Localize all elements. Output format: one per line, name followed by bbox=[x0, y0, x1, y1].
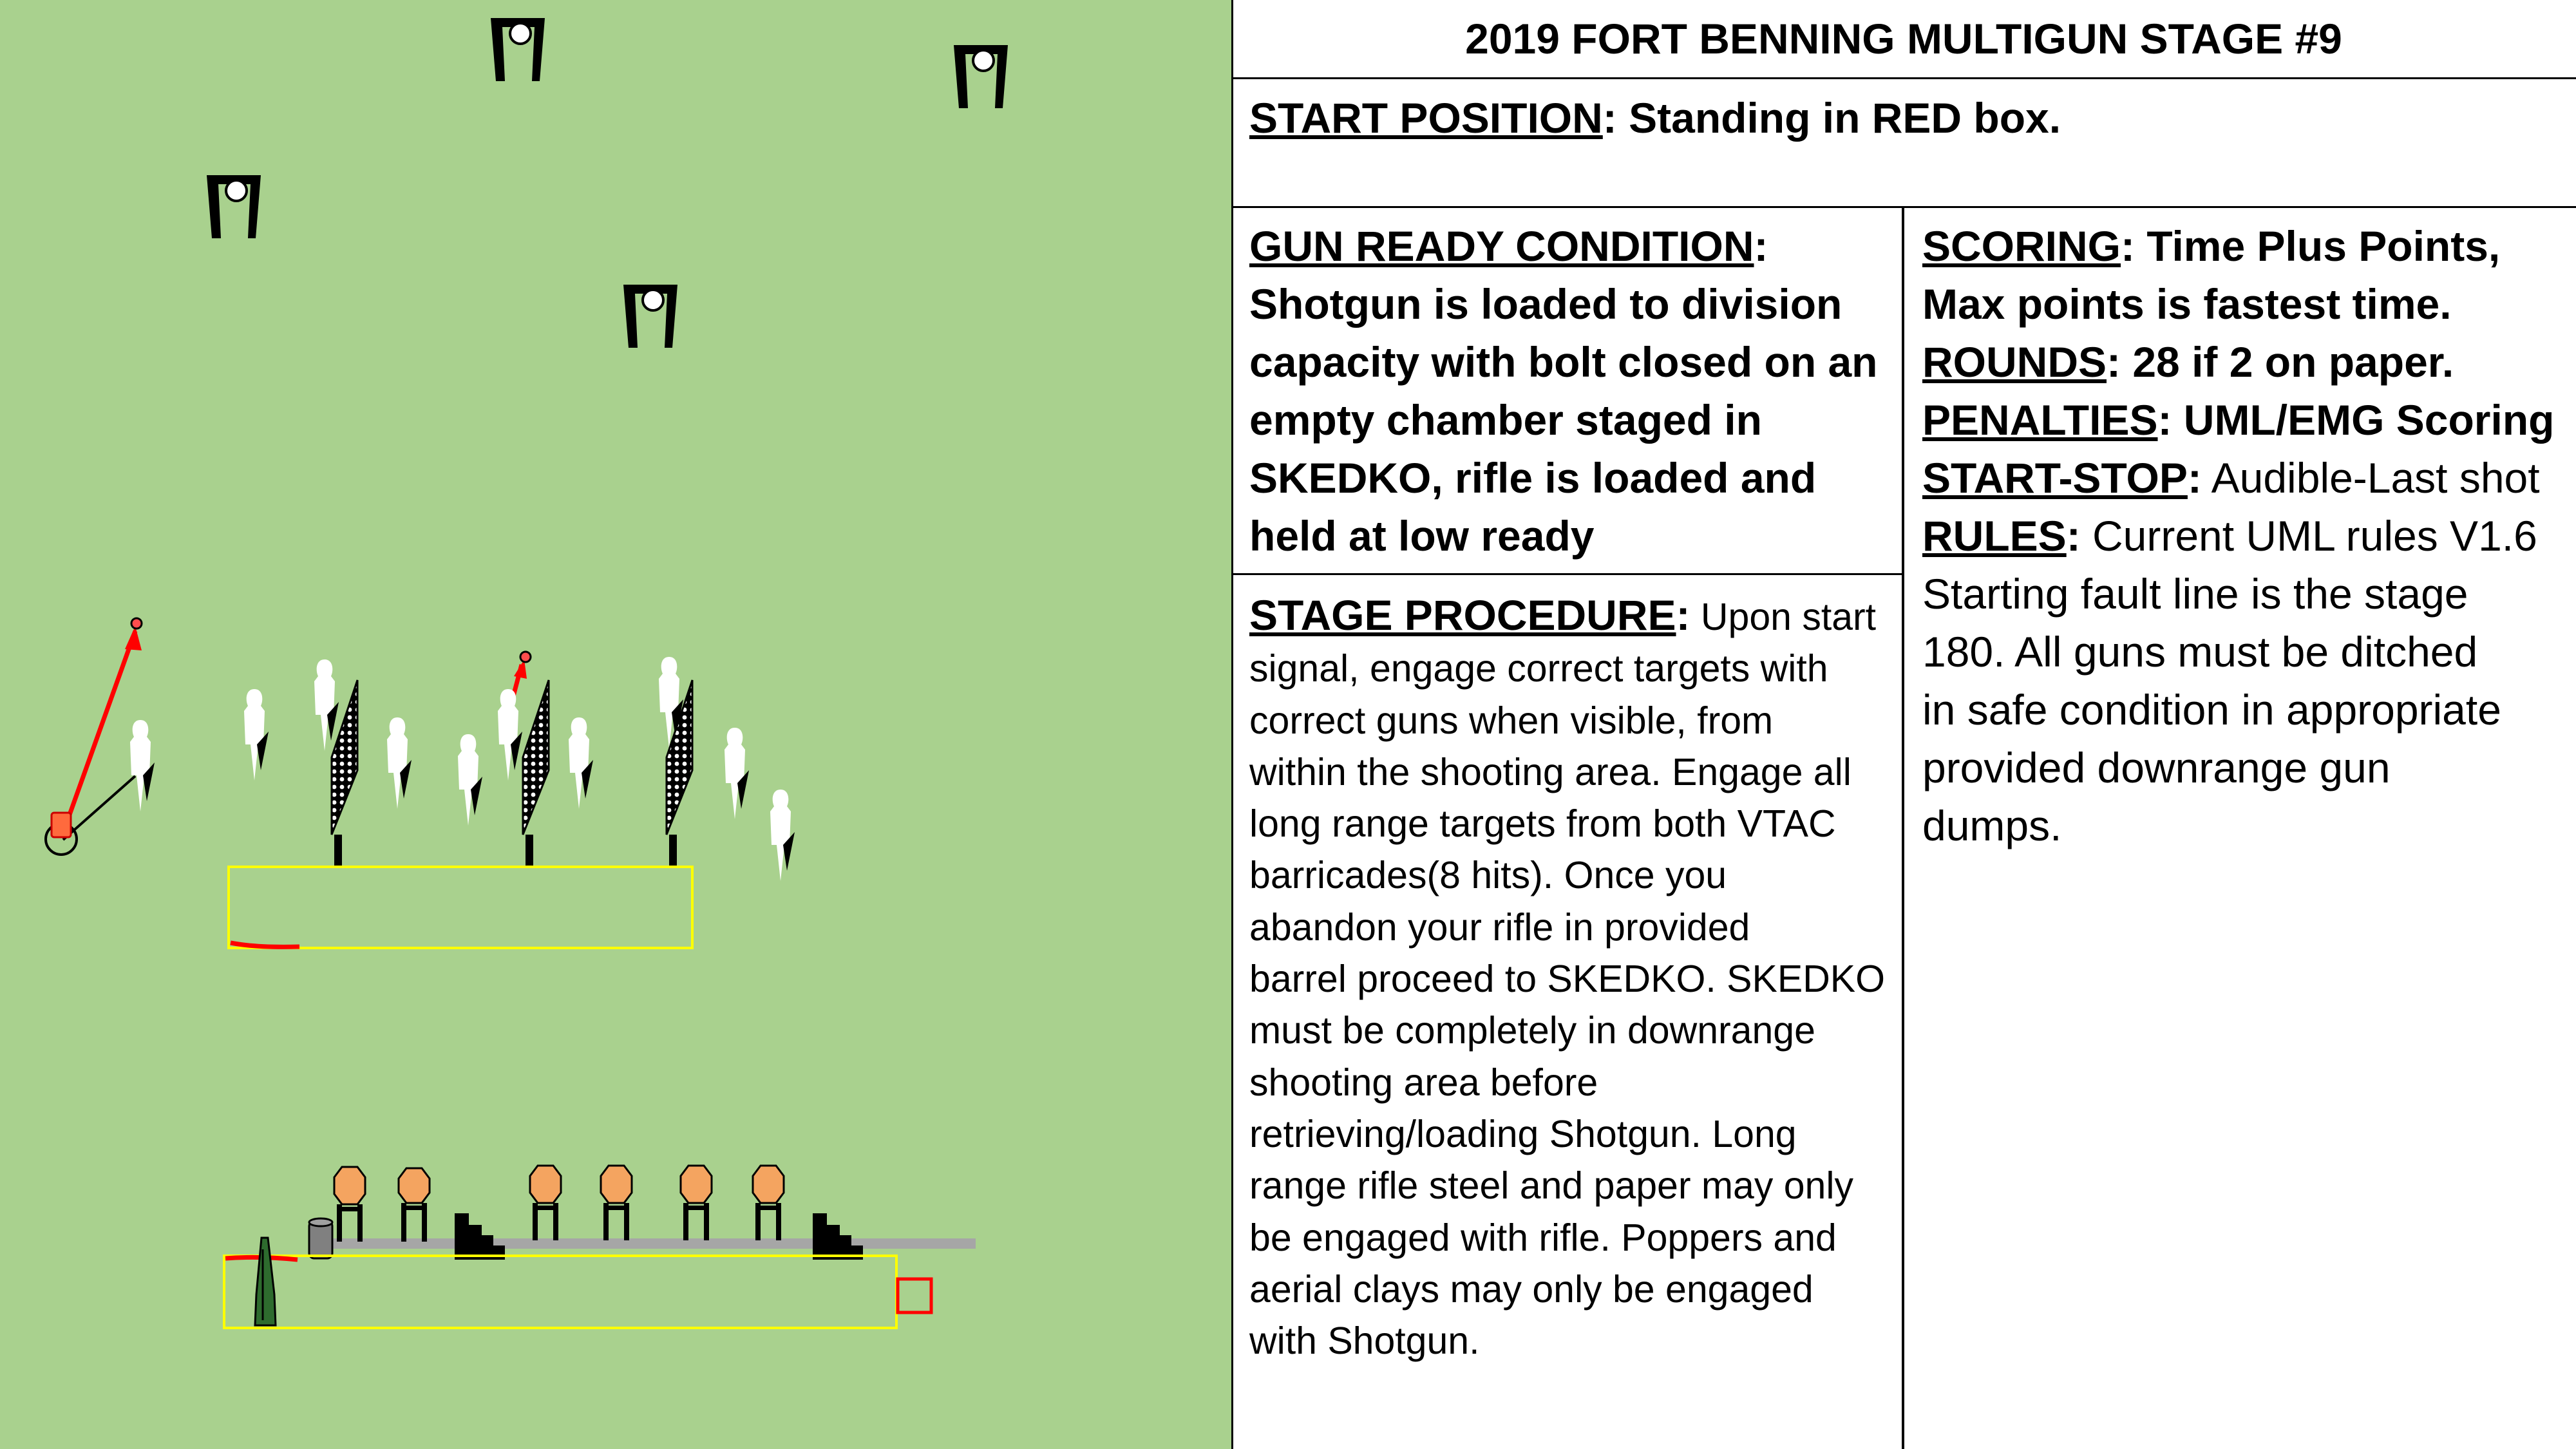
start-stop-colon: : bbox=[2187, 454, 2202, 502]
start-stop-label: START-STOP bbox=[1922, 454, 2188, 502]
gun-ready-colon: : bbox=[1754, 222, 1768, 270]
stage-procedure-label: STAGE PROCEDURE bbox=[1249, 591, 1676, 639]
stage-procedure-line: barricades(8 hits). Once you bbox=[1249, 854, 1727, 897]
gun-ready-line: capacity with bolt closed on an bbox=[1249, 338, 1878, 386]
stage-procedure-line: aerial clays may only be engaged bbox=[1249, 1267, 1814, 1311]
stage-title: 2019 FORT BENNING MULTIGUN STAGE #9 bbox=[1465, 15, 2342, 62]
stage-procedure-line: long range targets from both VTAC bbox=[1249, 802, 1836, 846]
scoring-label: SCORING bbox=[1922, 222, 2121, 270]
rules-line: provided downrange gun bbox=[1922, 744, 2391, 791]
stage-procedure-line: shooting area before bbox=[1249, 1061, 1598, 1104]
stage-procedure-line: range rifle steel and paper may only bbox=[1249, 1164, 1853, 1208]
stage-diagram bbox=[0, 0, 1231, 1449]
rules-line: dumps. bbox=[1922, 802, 2062, 849]
stage-procedure-line: correct guns when visible, from bbox=[1249, 699, 1774, 742]
scoring-text: Max points is fastest time. bbox=[1922, 280, 2452, 328]
stage-procedure-line: barrel proceed to SKEDKO. SKEDKO bbox=[1249, 958, 1886, 1001]
rules-line: in safe condition in appropriate bbox=[1922, 686, 2501, 734]
column-divider bbox=[1902, 206, 1904, 1449]
start-stop-text: Audible-Last shot bbox=[2201, 454, 2540, 502]
rules-colon: : bbox=[2066, 512, 2081, 560]
stage-procedure-line: with Shotgun. bbox=[1249, 1320, 1480, 1363]
stage-procedure-line: be engaged with rifle. Poppers and bbox=[1249, 1216, 1837, 1259]
stage-procedure bbox=[1249, 589, 1900, 1367]
stage-procedure-line: within the shooting area. Engage all bbox=[1249, 750, 1852, 793]
penalties-label: PENALTIES bbox=[1922, 396, 2158, 444]
stage-procedure-line: abandon your rifle in provided bbox=[1249, 905, 1750, 949]
stage-brief-panel bbox=[1231, 0, 2576, 1449]
stage-procedure-line: must be completely in downrange bbox=[1249, 1009, 1815, 1052]
rules-line: Starting fault line is the stage bbox=[1922, 570, 2468, 618]
gun-ready-label: GUN READY CONDITION bbox=[1249, 222, 1754, 270]
rules-text: Current UML rules V1.6 bbox=[2080, 512, 2537, 560]
title-divider bbox=[1231, 77, 2576, 79]
gun-ready-line: held at low ready bbox=[1249, 512, 1595, 560]
start-position bbox=[1249, 89, 2563, 147]
rules-line: 180. All guns must be ditched bbox=[1922, 628, 2478, 676]
field-background bbox=[0, 0, 1231, 1449]
rounds-text: : 28 if 2 on paper. bbox=[2107, 338, 2454, 386]
stage-procedure-line: signal, engage correct targets with bbox=[1249, 647, 1828, 690]
start-position-label: START POSITION bbox=[1249, 94, 1603, 142]
scoring-block bbox=[1922, 217, 2573, 855]
gun-divider bbox=[1231, 573, 1903, 575]
stage-procedure-line: retrieving/loading Shotgun. Long bbox=[1249, 1112, 1797, 1155]
stage-procedure-line: Upon start bbox=[1690, 596, 1877, 638]
rules-label: RULES bbox=[1922, 512, 2067, 560]
gun-ready-line: Shotgun is loaded to division bbox=[1249, 280, 1842, 328]
gun-ready-line: empty chamber staged in bbox=[1249, 396, 1762, 444]
gun-ready-condition bbox=[1249, 217, 1893, 565]
penalties-text: : UML/EMG Scoring bbox=[2157, 396, 2555, 444]
panel-left-border bbox=[1231, 0, 1233, 1449]
rounds-label: ROUNDS bbox=[1922, 338, 2107, 386]
start-position-text: : Standing in RED box. bbox=[1602, 94, 2061, 142]
scoring-text: : Time Plus Points, bbox=[2121, 222, 2501, 270]
barrel-icon bbox=[309, 1218, 332, 1258]
gun-ready-line: SKEDKO, rifle is loaded and bbox=[1249, 454, 1817, 502]
stage-procedure-colon: : bbox=[1676, 591, 1690, 639]
